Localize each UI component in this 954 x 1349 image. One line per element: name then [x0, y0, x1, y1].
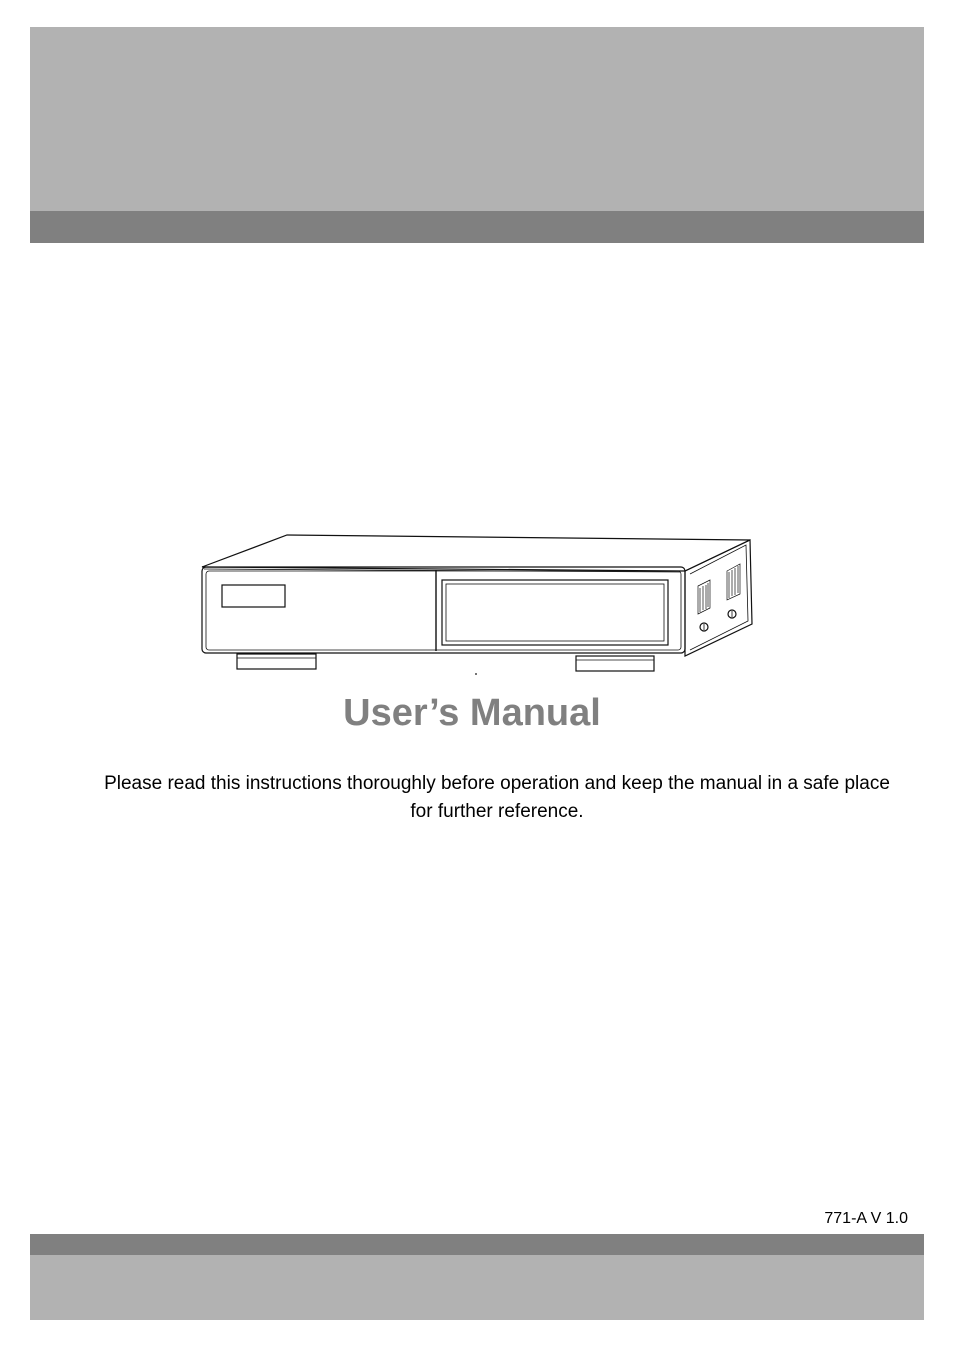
device-display-window: [222, 585, 285, 607]
device-vent-right: [727, 564, 740, 600]
manual-title: User’s Manual: [343, 692, 601, 734]
device-vent-left: [698, 580, 710, 614]
device-top-surface: [202, 535, 750, 571]
device-illustration: [190, 528, 760, 680]
device-foot-right: [576, 656, 654, 671]
header-band-dark: [30, 211, 924, 243]
reading-notice: Please read this instructions thoroughly before operation and keep the manual in a safe place for further reference.: [104, 773, 890, 822]
footer-band-dark: [30, 1234, 924, 1255]
device-side-panel: [685, 540, 752, 656]
device-foot-left: [237, 654, 316, 669]
footer-band-light: [30, 1255, 924, 1320]
device-door-panel: [442, 580, 668, 645]
version-label: 771-A V 1.0: [824, 1210, 908, 1227]
header-band-light: [30, 27, 924, 211]
